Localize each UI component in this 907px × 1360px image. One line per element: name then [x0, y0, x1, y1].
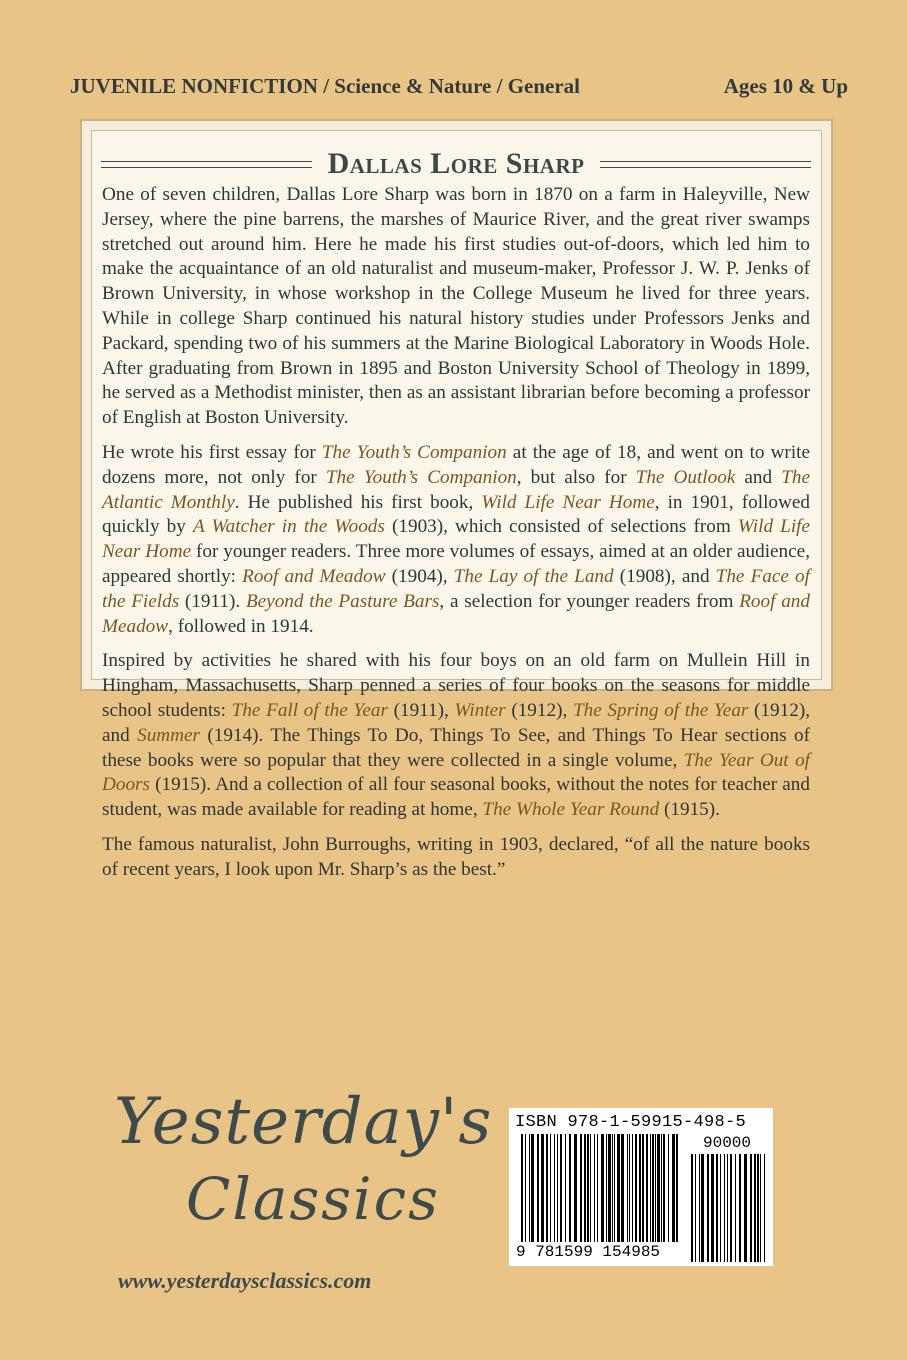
- barcode-bar: [587, 1134, 589, 1242]
- heading-rule-left: [101, 161, 312, 168]
- author-biography: [102, 183, 810, 893]
- barcode-bar: [597, 1134, 598, 1242]
- book-title: The Youth’s Companion: [321, 441, 507, 463]
- barcode-bar: [569, 1134, 571, 1242]
- barcode-bar: [720, 1154, 721, 1262]
- barcode-bar: [632, 1134, 633, 1242]
- barcode-bar: [672, 1134, 675, 1242]
- author-name: Dallas Lore Sharp: [327, 147, 585, 180]
- barcode-bar: [550, 1134, 551, 1242]
- barcode-bar: [699, 1154, 700, 1262]
- book-title: Roof and Meadow: [242, 565, 386, 587]
- barcode-bar: [739, 1154, 741, 1262]
- barcode-bar: [531, 1134, 534, 1242]
- book-title: The Year Out of Doors: [102, 749, 810, 796]
- cover-header: [70, 74, 848, 99]
- barcode-bar: [716, 1154, 718, 1262]
- barcode-bar: [639, 1134, 641, 1242]
- author-heading: [101, 147, 811, 181]
- barcode-bar: [541, 1134, 544, 1242]
- publisher-url: www.yesterdaysclassics.com: [118, 1268, 372, 1293]
- book-title: The Fall of the Year: [231, 699, 388, 721]
- barcode-bar: [608, 1134, 611, 1242]
- barcode-bar: [668, 1134, 669, 1242]
- barcode-bar: [580, 1134, 582, 1242]
- isbn-label: ISBN 978-1-59915-498-5: [515, 1113, 747, 1132]
- book-title: A Watcher in the Woods: [192, 516, 385, 538]
- book-title: Wild Life Near Home: [481, 491, 655, 513]
- barcode-bar: [606, 1134, 607, 1242]
- barcode-bar: [735, 1154, 736, 1262]
- barcode-bar: [661, 1134, 662, 1242]
- publisher-logo-line-2: Classics: [186, 1165, 440, 1233]
- barcode-bar: [695, 1154, 696, 1262]
- barcode-bar: [635, 1134, 637, 1242]
- bio-paragraph-1: One of seven children, Dallas Lore Sharp was born in 1870 on a farm in Haleyville, New Jersey, where the pine barrens, the marshes of Maurice River, and the great river swamps stretched out around him. Here he made his first studies out-of-doors, which led him to make the acquaintance of an old naturalist and museum-maker, Professor J. W. P. Jenks of Brown University, in whose workshop in the College Museum he lived for three years. While in college Sharp continued his natural history studies under Professors Jenks and Packard, spending two of his summers at the Marine Biological Laboratory in Woods Hole. After graduating from Brown in 1895 and Boston University School of Theology in 1899, he served as a Methodist minister, then as an assistant librarian before becoming a professor of English at Boston University.: [102, 184, 810, 429]
- barcode-bar: [590, 1134, 591, 1242]
- barcode-bar: [617, 1134, 620, 1242]
- barcode-bar: [627, 1134, 628, 1242]
- book-title: The Face of the Fields: [102, 565, 810, 612]
- bio-paragraph-3: Inspired by activities he shared with his four boys on an old farm on Mullein Hill in Hingham, Massachusetts, Sharp penned a series of four books on the seasons for middle school students: The Fall of the Year (1911), Winter (1912), The Spring of the Year (1912), and Summer (1914). The Things To Do, Things To See, and Things To Hear sections of these books were so popular that they were collected in a single volume, The Year Out of Doors (1915). And a collection of all four seasonal books, without the notes for teacher and student, was made available for reading at home, The Whole Year Round (1915).: [102, 650, 811, 821]
- barcode-bar: [760, 1154, 761, 1262]
- bio-paragraph-2: He wrote his first essay for The Youth’s Companion at the age of 18, and went on to write dozens more, not only for The Youth’s Companion, but also for The Outlook and The Atlantic Monthly. He published his first book, Wild Life Near Home, in 1901, followed quickly by A Watcher in the Woods (1903), which consisted of selections from Wild Life Near Home for younger readers. Three more volumes of essays, aimed at an older audience, appeared shortly: Roof and Meadow (1904), The Lay of the Land (1908), and The Face of the Fields (1911). Beyond the Pasture Bars, a selection for younger readers from Roof and Meadow, followed in 1914.: [102, 441, 810, 637]
- barcode-bar: [621, 1134, 624, 1242]
- barcode-bar: [764, 1154, 765, 1262]
- book-title: The Atlantic Monthly: [102, 466, 810, 513]
- barcode-bar: [642, 1134, 644, 1242]
- barcode-bar: [614, 1134, 615, 1242]
- book-title: Wild Life Near Home: [102, 516, 810, 563]
- barcode-bar: [663, 1134, 665, 1242]
- barcode-bar: [676, 1134, 678, 1242]
- book-title: Winter: [454, 699, 506, 721]
- barcode-bar: [525, 1134, 526, 1242]
- barcode-bar: [554, 1134, 555, 1242]
- age-range-label: Ages 10 & Up: [723, 74, 848, 98]
- barcode-bar: [521, 1134, 523, 1242]
- barcode-bar: [657, 1134, 660, 1242]
- barcode-bar: [730, 1154, 732, 1262]
- barcode-bar: [584, 1134, 586, 1242]
- barcode-bar: [707, 1154, 709, 1262]
- barcode-bar: [601, 1134, 604, 1242]
- category-label: JUVENILE NONFICTION / Science & Nature / General: [70, 74, 580, 98]
- barcode-bar: [724, 1154, 725, 1262]
- book-title: Beyond the Pasture Bars: [245, 590, 440, 612]
- barcode-number: 9 781599 154985: [516, 1243, 661, 1261]
- barcode-bar: [574, 1134, 577, 1242]
- book-title: The Lay of the Land: [453, 565, 614, 587]
- book-title: The Spring of the Year: [572, 699, 749, 721]
- barcode-bar: [557, 1134, 558, 1242]
- book-title: Summer: [137, 724, 200, 746]
- book-title: The Youth’s Companion: [325, 466, 517, 488]
- barcode-bar: [546, 1134, 548, 1242]
- barcode-bar: [701, 1154, 704, 1262]
- barcode-bar: [612, 1134, 613, 1242]
- barcode-bar: [560, 1134, 562, 1242]
- book-title: The Outlook: [635, 466, 736, 488]
- barcode-bar: [750, 1154, 752, 1262]
- barcode-bar: [655, 1134, 656, 1242]
- barcode-bar: [691, 1154, 693, 1262]
- barcode-bar: [744, 1154, 747, 1262]
- barcode-bar: [529, 1134, 530, 1242]
- price-code-label: 90000: [703, 1134, 752, 1152]
- barcode-bar: [757, 1154, 759, 1262]
- barcode-bar: [754, 1154, 756, 1262]
- barcode-bar: [629, 1134, 630, 1242]
- barcode-bar: [711, 1154, 714, 1262]
- barcode-bar: [565, 1134, 566, 1242]
- barcode-bar: [594, 1134, 595, 1242]
- barcode-bar: [727, 1154, 728, 1262]
- publisher-logo-line-1: Yesterday's: [114, 1085, 493, 1159]
- book-title: Roof and Meadow: [102, 590, 810, 637]
- book-title: The Whole Year Round: [482, 799, 660, 821]
- barcode-bar: [537, 1134, 539, 1242]
- heading-rule-right: [600, 161, 811, 168]
- barcode-bar: [650, 1134, 651, 1242]
- bio-paragraph-4: The famous naturalist, John Burroughs, writing in 1903, declared, “of all the nature books of recent years, I look upon Mr. Sharp’s as the best.”: [102, 833, 810, 880]
- barcode-bar: [646, 1134, 648, 1242]
- barcode-bar: [652, 1134, 654, 1242]
